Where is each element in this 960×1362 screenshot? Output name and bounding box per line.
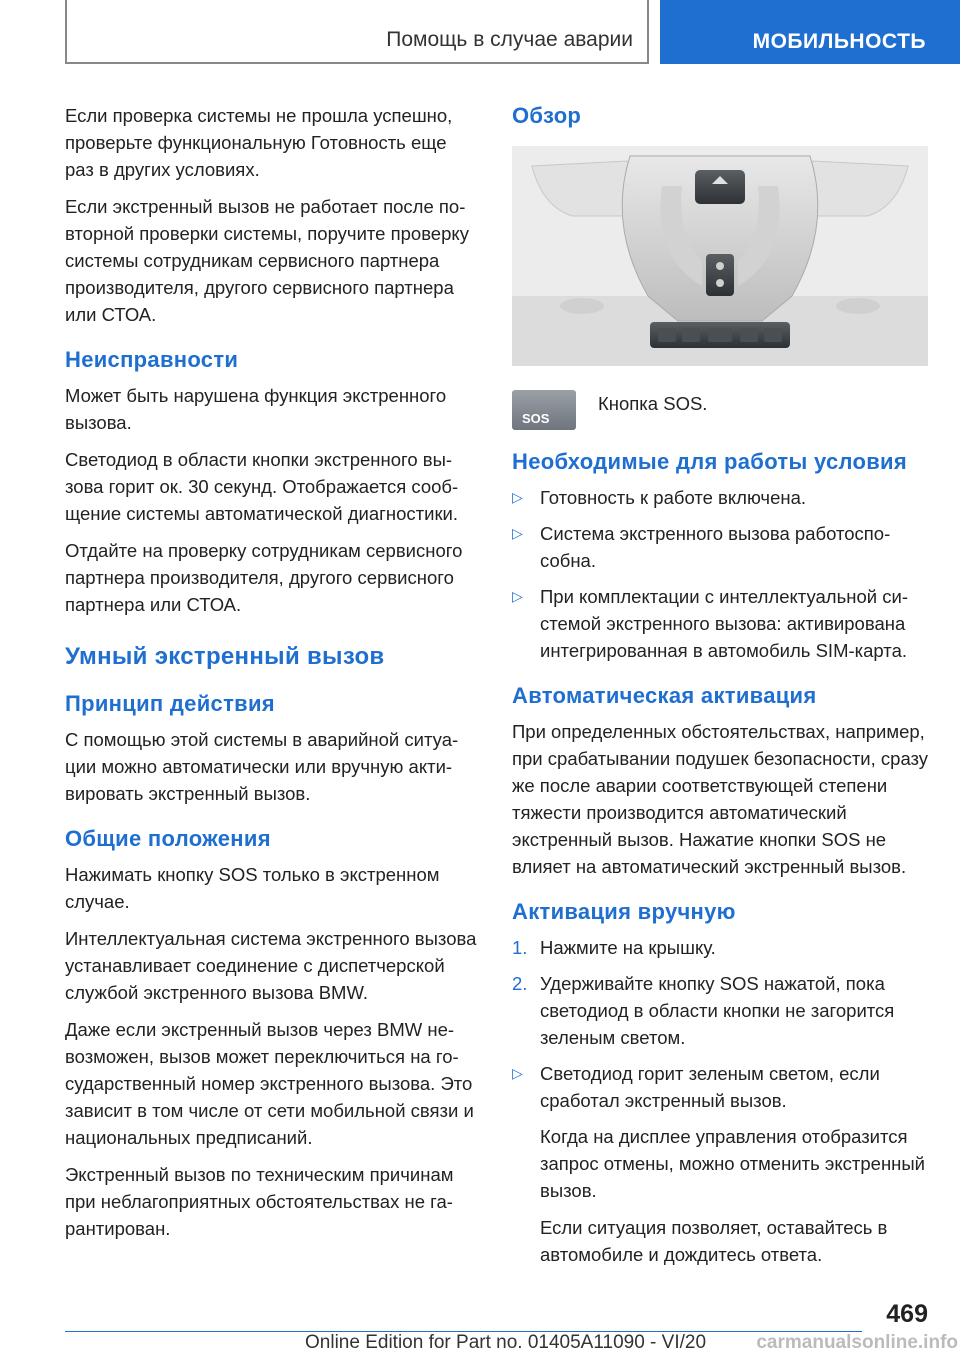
heading-principle: Принцип действия	[65, 691, 275, 716]
heading-smart-emergency-call: Умный экстренный вызов	[65, 643, 385, 670]
overhead-console-illustration	[512, 146, 928, 366]
paragraph: Даже если экстренный вызов через BMW невозможен, вызов может переключиться на государственный номер экстренного вызова. Это зависит в том числе от сети мобильной связи и национальных предписаний.	[65, 1019, 474, 1148]
list-item	[512, 484, 930, 511]
watermark: carmanualsonline.info	[756, 1332, 958, 1353]
list-item	[512, 1060, 930, 1114]
paragraph: Если проверка системы не прошла успешно, проверьте функциональную Готовность еще раз в других условиях.	[65, 105, 453, 180]
heading-general: Общие положения	[65, 826, 271, 851]
paragraph: Нажимать кнопку SOS только в экстренном случае.	[65, 864, 440, 912]
paragraph: Интеллектуальная система экстренного вызова устанавливает соединение с диспетчерской службой экстренного вызова BMW.	[65, 928, 477, 1003]
paragraph: Светодиод в области кнопки экстренного вызова горит ок. 30 секунд. Отображается сообщение системы автоматической диагностики.	[65, 449, 459, 524]
header-chapter-title: МОБИЛЬНОСТЬ	[752, 30, 926, 53]
triangle-right-icon: ▷	[512, 525, 523, 541]
triangle-right-icon: ▷	[512, 489, 523, 505]
paragraph: Если экстренный вызов не работает после повторной проверки системы, поручите проверку системы сотрудникам сервисного партнера производителя, другого сервисного партнера или СТОА.	[65, 196, 469, 325]
list-item-text: При комплектации с интеллектуальной системой экстренного вызова: активирована интегрированная в автомобиль SIM-карта.	[540, 586, 908, 661]
paragraph: С помощью этой системы в аварийной ситуации можно автоматически или вручную активировать экстренный вызов.	[65, 729, 459, 804]
header-section-tab	[65, 0, 649, 64]
sos-legend	[512, 388, 930, 430]
paragraph: Когда на дисплее управления отобразится запрос отмены, можно отменить экстренный вызов.	[540, 1126, 926, 1201]
sos-icon-label: SOS	[522, 411, 550, 426]
step-number: 1.	[512, 937, 528, 958]
note-list	[512, 1060, 930, 1114]
overhead-console-photo	[512, 146, 928, 366]
paragraph: При определенных обстоятельствах, например, при срабатывании подушек безопасности, сразу же после аварии соответствующей степени тяжести производится автоматический экстренный вызов. Нажатие кнопки SOS не влияет на автоматический экстренный вызов.	[512, 721, 929, 877]
paragraph: Экстренный вызов по техническим причинам при неблагоприятных обстоятельствах не гарантирован.	[65, 1164, 454, 1239]
paragraph: Если ситуация позволяет, оставайтесь в автомобиле и дождитесь ответа.	[540, 1217, 888, 1265]
heading-overview: Обзор	[512, 103, 582, 128]
heading-auto-activation: Автоматическая активация	[512, 683, 817, 708]
sos-caption: Кнопка SOS.	[598, 393, 708, 414]
header-chapter-tab	[660, 0, 960, 64]
header-section-title: Помощь в случае аварии	[386, 28, 633, 51]
page-number: 469	[886, 1300, 928, 1328]
list-item	[512, 520, 930, 574]
list-item-text: Светодиод горит зеленым светом, если сработал экстренный вызов.	[540, 1063, 880, 1111]
heading-faults: Неисправности	[65, 347, 239, 372]
triangle-right-icon: ▷	[512, 1065, 523, 1081]
left-column	[65, 102, 477, 1252]
list-item-text: Система экстренного вызова работоспособна.	[540, 523, 891, 571]
footer-edition: Online Edition for Part no. 01405A11090 - VI/20	[305, 1332, 707, 1353]
triangle-right-icon: ▷	[512, 588, 523, 604]
list-item	[512, 583, 930, 664]
step-text: Удерживайте кнопку SOS нажатой, пока светодиод в области кнопки не загорится зеленым светом.	[540, 973, 895, 1048]
sos-button-icon	[512, 390, 576, 430]
list-item-text: Готовность к работе включена.	[540, 487, 807, 508]
heading-manual-activation: Активация вручную	[512, 899, 736, 924]
paragraph: Может быть нарушена функция экстренного вызова.	[65, 385, 447, 433]
step-text: Нажмите на крышку.	[540, 937, 716, 958]
right-column	[512, 102, 930, 1278]
step-item	[512, 970, 930, 1051]
step-number: 2.	[512, 973, 528, 994]
requirements-list	[512, 484, 930, 664]
steps-list	[512, 934, 930, 1051]
step-item	[512, 934, 930, 961]
heading-requirements: Необходимые для работы условия	[512, 449, 907, 474]
paragraph: Отдайте на проверку сотрудникам сервисного партнера производителя, другого сервисного партнера или СТОА.	[65, 540, 463, 615]
